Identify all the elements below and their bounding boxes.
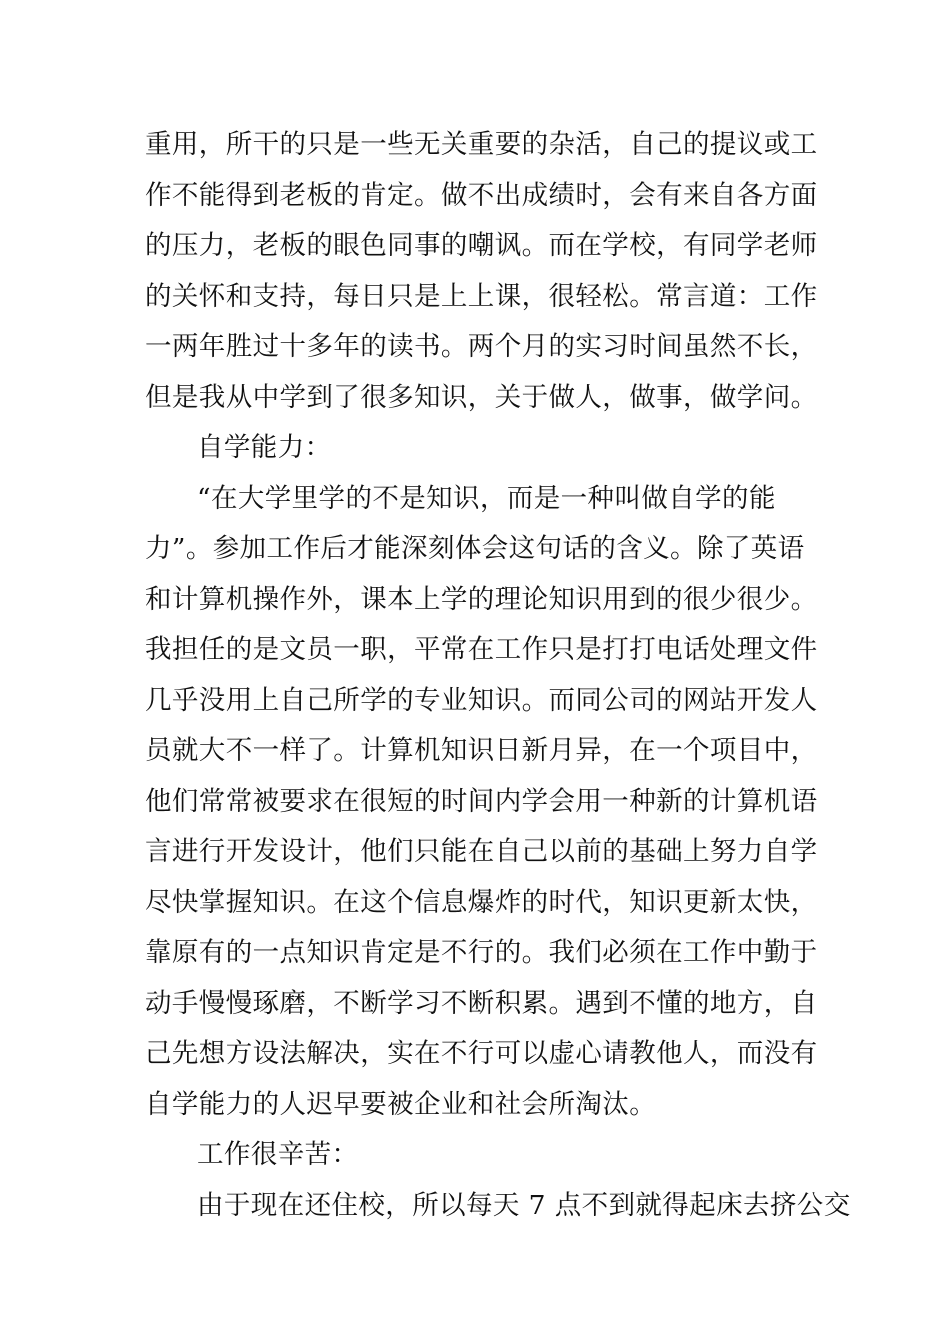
section-heading-self-learning: 自学能力： bbox=[197, 432, 332, 463]
text-line: 一两年胜过十多年的读书。两个月的实习时间虽然不长， bbox=[145, 331, 818, 362]
text-line: 力”。参加工作后才能深刻体会这句话的含义。除了英语 bbox=[145, 533, 805, 564]
text-line: 我担任的是文员一职，平常在工作只是打打电话处理文件 bbox=[145, 634, 818, 665]
text-line: 自学能力的人迟早要被企业和社会所淘汰。 bbox=[145, 1088, 657, 1120]
text-line: 言进行开发设计，他们只能在自己以前的基础上努力自学 bbox=[145, 836, 818, 867]
text-line: 靠原有的一点知识肯定是不行的。我们必须在工作中勤于 bbox=[145, 937, 818, 968]
text-line: 员就大不一样了。计算机知识日新月异，在一个项目中， bbox=[145, 735, 818, 766]
text-line: 尽快掌握知识。在这个信息爆炸的时代，知识更新太快， bbox=[145, 886, 818, 918]
text-line: 但是我从中学到了很多知识，关于做人，做事，做学问。 bbox=[145, 381, 818, 413]
text-line: 己先想方设法解决，实在不行可以虚心请教他人，而没有 bbox=[145, 1038, 818, 1069]
text-line: 由于现在还住校，所以每天 7 点不到就得起床去挤公交 bbox=[197, 1189, 851, 1221]
section-heading-hard-work: 工作很辛苦： bbox=[197, 1139, 359, 1170]
text-line: 他们常常被要求在很短的时间内学会用一种新的计算机语 bbox=[145, 785, 818, 817]
text-line: 的关怀和支持，每日只是上上课，很轻松。常言道：工作 bbox=[145, 280, 818, 312]
text-line: 的压力，老板的眼色同事的嘲讽。而在学校，有同学老师 bbox=[145, 230, 818, 261]
text-line: 和计算机操作外，课本上学的理论知识用到的很少很少。 bbox=[145, 583, 818, 615]
text-line: 几乎没用上自己所学的专业知识。而同公司的网站开发人 bbox=[145, 684, 818, 716]
text-line: 作不能得到老板的肯定。做不出成绩时，会有来自各方面 bbox=[145, 179, 818, 211]
text-line: “在大学里学的不是知识，而是一种叫做自学的能 bbox=[197, 482, 776, 514]
text-line: 动手慢慢琢磨，不断学习不断积累。遇到不懂的地方，自 bbox=[145, 987, 818, 1019]
body-text bbox=[145, 120, 851, 1231]
text-line: 重用，所干的只是一些无关重要的杂活，自己的提议或工 bbox=[145, 129, 818, 160]
